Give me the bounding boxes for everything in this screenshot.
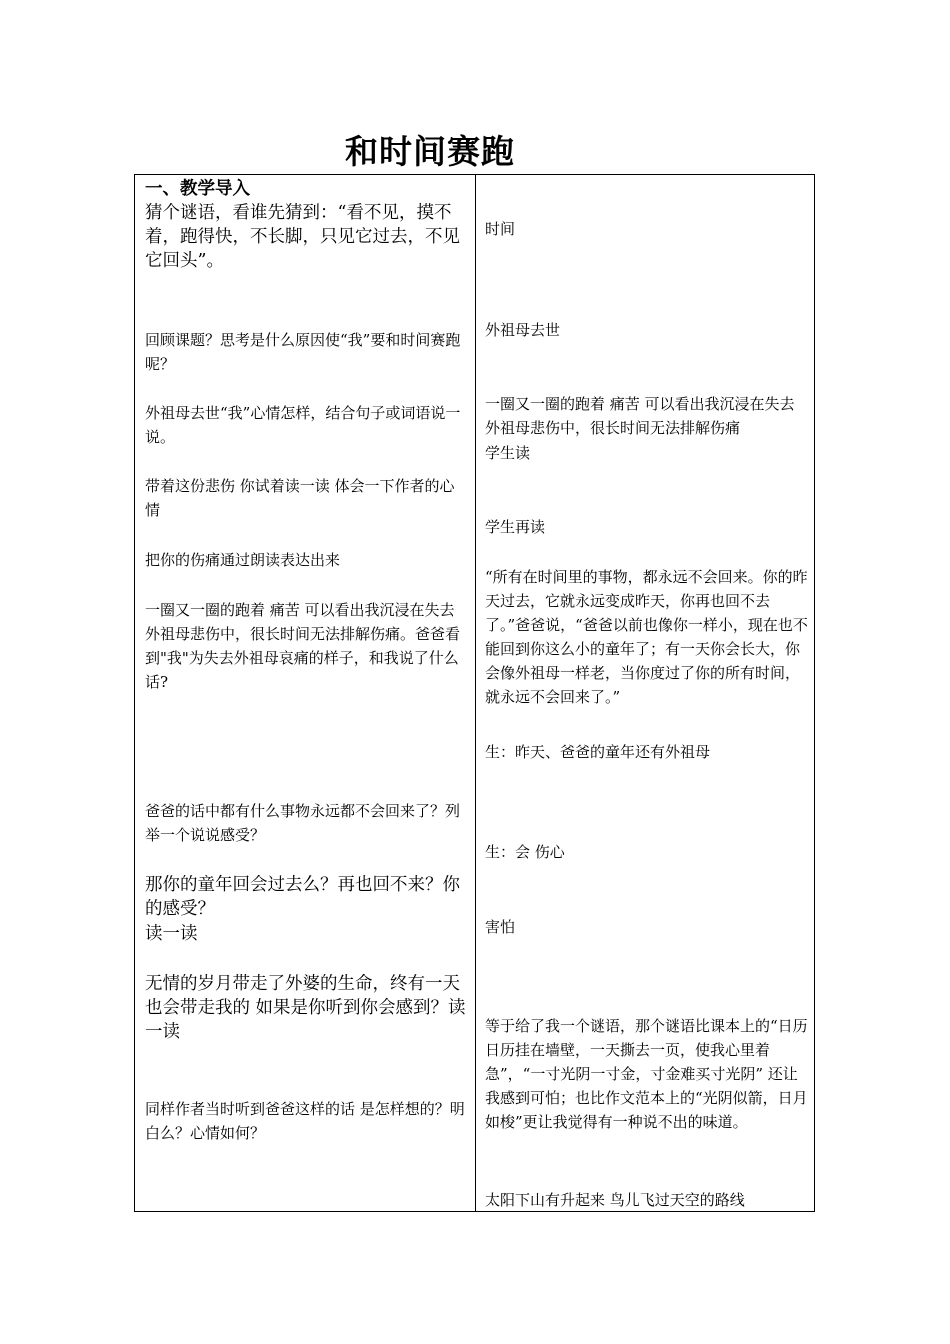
left-father-question: 一圈又一圈的跑着 痛苦 可以看出我沉浸在失去外祖母悲伤中，很长时间无法排解伤痛。爸爸看到"我"为失去外祖母哀痛的样子，和我说了什么话? bbox=[145, 601, 461, 691]
right-answer-sun-birds: 太阳下山有升起来 鸟儿飞过天空的路线 bbox=[485, 1191, 745, 1209]
right-father-quote: “所有在时间里的事物，都永远不会回来。你的昨天过去，它就永远变成昨天，你再也回不去了。”爸爸说，“爸爸以前也像你一样小，现在也不能回到你这么小的童年了；有一天你会长大，你会像外祖母一样老，当你度过了你的所有时间，就永远不会回来了。” bbox=[485, 568, 808, 706]
left-riddle: 猜个谜语，看谁先猜到：“看不见，摸不着，跑得快，不长脚，只见它过去，不见它回头”。 bbox=[145, 203, 460, 271]
left-review-question: 回顾课题？思考是什么原因使“我”要和时间赛跑呢？ bbox=[145, 331, 461, 373]
right-answer-riddle: 等于给了我一个谜语，那个谜语比课本上的“日历日历挂在墙壁，一天撕去一页，使我心里着急”，“一寸光阴一寸金，寸金难买寸光阴” 还让我感到可怕；也比作文范本上的“光阴似箭，日月如梭”更让我觉得有一种说不出的味道。 bbox=[485, 1017, 808, 1131]
column-divider bbox=[475, 175, 476, 1211]
right-student-read: 学生读 bbox=[485, 444, 531, 462]
right-answer-yesterday: 生：昨天、爸爸的童年还有外祖母 bbox=[485, 743, 711, 761]
left-grandmother-question: 外祖母去世“我”心情怎样，结合句子或词语说一说。 bbox=[145, 404, 461, 446]
right-answer-sad: 生：会 伤心 bbox=[485, 843, 565, 861]
left-childhood-question: 那你的童年回会过去么？再也回不来？你的感受？ bbox=[145, 875, 460, 919]
page-title: 和时间赛跑 bbox=[345, 132, 515, 171]
right-answer-afraid: 害怕 bbox=[485, 918, 516, 936]
right-student-reread: 学生再读 bbox=[485, 518, 546, 536]
lesson-table bbox=[134, 174, 815, 1212]
left-read-instruction: 带着这份悲伤 你试着读一读 体会一下作者的心情 bbox=[145, 477, 455, 519]
left-things-question: 爸爸的话中都有什么事物永远都不会回来了？列举一个说说感受？ bbox=[145, 802, 461, 844]
left-author-question: 同样作者当时听到爸爸这样的话 是怎样想的？明白么？心情如何？ bbox=[145, 1100, 465, 1142]
section-heading: 一、教学导入 bbox=[145, 179, 250, 199]
left-read-aloud: 读一读 bbox=[145, 924, 198, 944]
right-answer-grandmother: 外祖母去世 bbox=[485, 321, 561, 339]
left-years-question: 无情的岁月带走了外婆的生命，终有一天也会带走我的 如果是你听到你会感到？读一读 bbox=[145, 974, 466, 1042]
right-answer-time: 时间 bbox=[485, 220, 516, 238]
left-express-instruction: 把你的伤痛通过朗读表达出来 bbox=[145, 551, 341, 569]
right-answer-running: 一圈又一圈的跑着 痛苦 可以看出我沉浸在失去外祖母悲伤中，很长时间无法排解伤痛 bbox=[485, 395, 795, 437]
